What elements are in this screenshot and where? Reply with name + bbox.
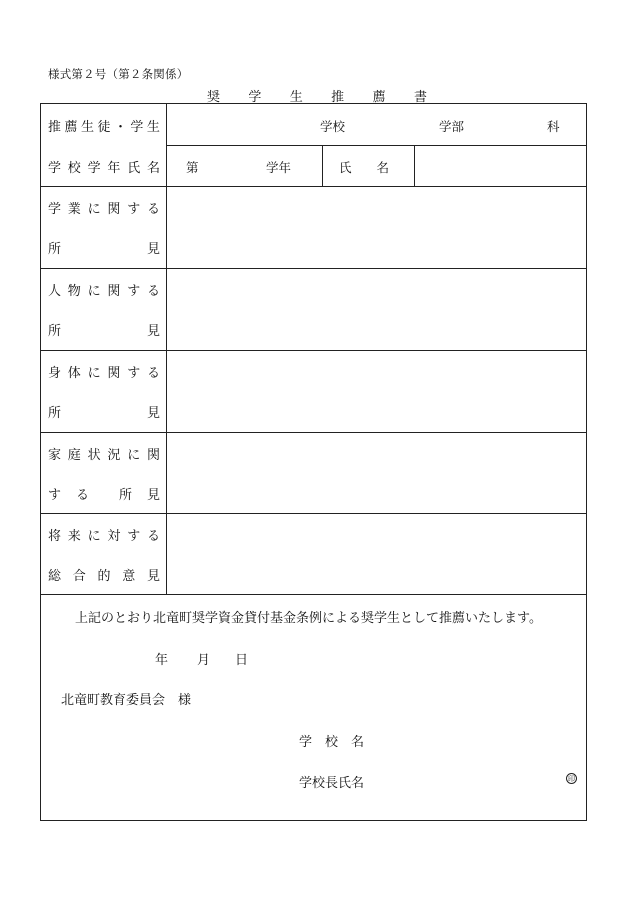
label-char: 将 [48, 528, 62, 544]
label-char: 見 [146, 241, 160, 257]
label-char: 関 [107, 365, 121, 381]
label-char: 校 [67, 160, 81, 176]
label-char: 庭 [67, 447, 81, 463]
label-char: 学 [130, 119, 144, 135]
academic-label-line2 [48, 237, 160, 257]
physical-label-line1 [48, 361, 160, 381]
label-char: 関 [107, 201, 121, 217]
row-divider [41, 432, 586, 433]
row-divider [41, 268, 586, 269]
label-char: 見 [146, 405, 160, 421]
label-char: 生 [80, 119, 94, 135]
character-label-line1 [48, 279, 160, 299]
label-char: 状 [87, 447, 101, 463]
label-char: 所 [118, 487, 132, 503]
label-column-divider [166, 104, 167, 594]
name-divider [414, 145, 415, 186]
title-char: 推 [331, 90, 345, 105]
label-char: に [87, 528, 101, 544]
principal-name-label: 学校長氏名 [299, 776, 365, 791]
student-label-line1 [48, 115, 160, 135]
label-char: す [127, 528, 141, 544]
label-char: す [127, 201, 141, 217]
label-char: 所 [48, 241, 62, 257]
title-char: 書 [413, 90, 427, 105]
date-year: 年 [155, 653, 169, 668]
label-char: 関 [107, 283, 121, 299]
label-char: 総 [48, 568, 62, 584]
label-char: 学 [48, 201, 62, 217]
label-char: る [146, 283, 160, 299]
family-label-line2 [48, 483, 160, 503]
addressee: 北竜町教育委員会 様 [61, 693, 192, 708]
date-day: 日 [235, 653, 249, 668]
title-char: 薦 [372, 90, 386, 105]
row-divider [41, 186, 586, 187]
recommendation-statement: 上記のとおり北竜町奨学資金貸付基金条例による奨学生として推薦いたします。 [75, 611, 542, 626]
row-divider [166, 145, 586, 146]
label-char: 対 [107, 528, 121, 544]
label-char: 生 [146, 119, 160, 135]
label-char: す [127, 283, 141, 299]
label-char: 体 [67, 365, 81, 381]
title-char: 生 [289, 90, 303, 105]
label-char: 見 [146, 323, 160, 339]
label-char: 身 [48, 365, 62, 381]
student-name-label: 氏 名 [339, 160, 390, 175]
label-char: す [48, 487, 62, 503]
academic-label-line1 [48, 197, 160, 217]
physical-label-line2 [48, 401, 160, 421]
label-char: 年 [107, 160, 121, 176]
label-char: に [87, 283, 101, 299]
faculty-field-label: 学部 [439, 119, 465, 134]
row-divider [41, 513, 586, 514]
label-char: 人 [48, 283, 62, 299]
label-char: 学 [48, 160, 62, 176]
label-char: 家 [48, 447, 62, 463]
future-label-line2 [48, 564, 160, 584]
row-divider [41, 350, 586, 351]
label-char: 物 [67, 283, 81, 299]
future-label-line1 [48, 524, 160, 544]
grade-divider [322, 145, 323, 186]
grade-prefix: 第 [186, 160, 199, 175]
student-label-line2 [48, 156, 160, 176]
date-month: 月 [197, 653, 211, 668]
label-char: 的 [97, 568, 111, 584]
department-field-label: 科 [547, 119, 560, 134]
row-divider [41, 594, 586, 595]
seal-icon: 印 [568, 775, 575, 783]
label-char: 合 [72, 568, 86, 584]
label-char: 所 [48, 405, 62, 421]
title-char: 奨 [207, 90, 221, 105]
family-label-line1 [48, 443, 160, 463]
form-number: 様式第２号（第２条関係） [48, 67, 189, 81]
label-char: 来 [67, 528, 81, 544]
school-field-label: 学校 [320, 119, 346, 134]
label-char: 意 [122, 568, 136, 584]
label-char: 況 [107, 447, 121, 463]
school-name-label: 学 校 名 [299, 735, 365, 750]
label-char: 所 [48, 323, 62, 339]
label-char: る [146, 365, 160, 381]
label-char: る [146, 201, 160, 217]
label-char: る [146, 528, 160, 544]
grade-suffix: 学年 [266, 160, 292, 175]
label-char: 見 [146, 487, 160, 503]
label-char: る [76, 487, 90, 503]
title-char: 学 [248, 90, 262, 105]
label-char: 関 [146, 447, 160, 463]
label-char: 氏 [127, 160, 141, 176]
character-label-line2 [48, 319, 160, 339]
recommendation-form [40, 103, 587, 821]
label-char: に [87, 201, 101, 217]
label-char: 学 [87, 160, 101, 176]
label-char: 名 [146, 160, 160, 176]
label-char: 徒 [97, 119, 111, 135]
label-char: 推 [48, 119, 62, 135]
label-char: ・ [113, 119, 127, 135]
label-char: 見 [146, 568, 160, 584]
label-char: に [87, 365, 101, 381]
label-char: 薦 [64, 119, 78, 135]
label-char: 業 [67, 201, 81, 217]
label-char: に [127, 447, 141, 463]
label-char: す [127, 365, 141, 381]
